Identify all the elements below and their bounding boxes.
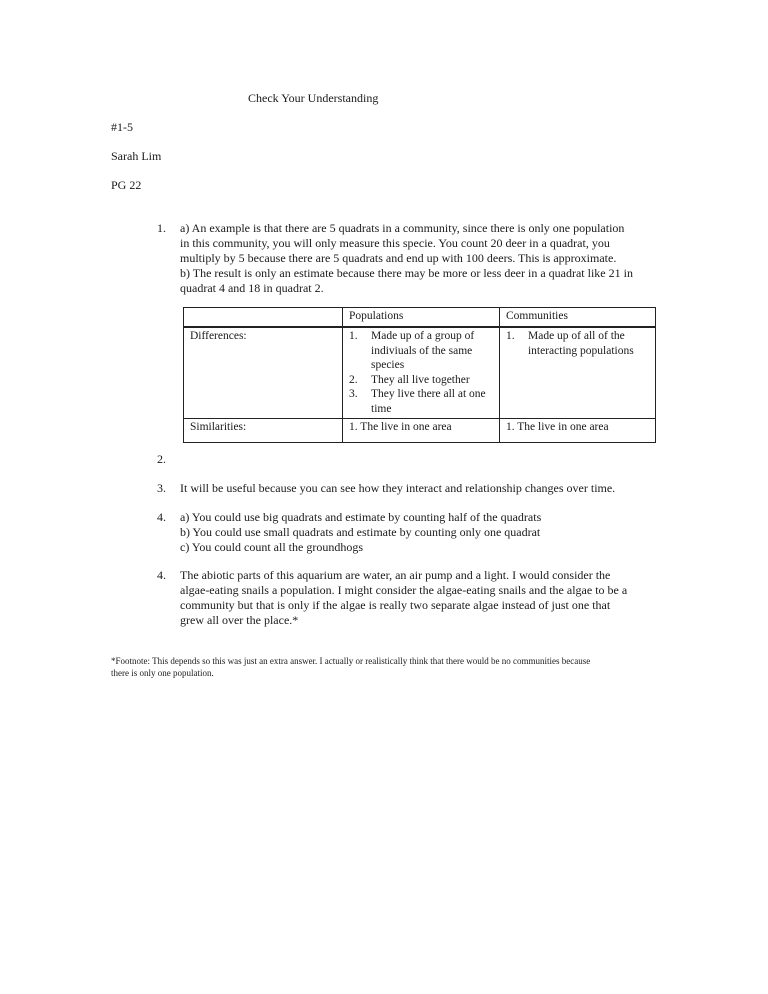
table-header-cell: Communities (499, 308, 655, 328)
answer-line: grew all over the place.* (180, 613, 299, 627)
list-item (349, 329, 493, 373)
table-header-cell (184, 308, 343, 328)
author-name: Sarah Lim (111, 149, 162, 163)
answer-line: in this community, you will only measure this specie. You count 20 deer in a quadrat, you (180, 236, 610, 250)
list-number: 1. (505, 330, 515, 342)
row-label-similarities: Similarities: (184, 419, 343, 443)
table-row (184, 327, 656, 419)
footnote (111, 655, 590, 679)
question-4b-answer (180, 568, 627, 628)
answer-line: b) The result is only an estimate because there may be more or less deer in a quadrat like 21 in (180, 266, 633, 280)
footnote-line: there is only one population. (111, 668, 214, 678)
table-row (184, 419, 656, 443)
list-text: Made up of all of the interacting populations (527, 330, 634, 357)
question-4-answer (180, 510, 541, 555)
assignment-range: #1-5 (111, 120, 133, 134)
list-text: Made up of a group of indiviuals of the same species (371, 330, 475, 371)
question-4-number: 4. (157, 510, 166, 524)
communities-differences-cell (499, 327, 655, 419)
table-header-row (184, 308, 656, 328)
list-number: 3. (349, 388, 358, 400)
communities-similarities-cell: 1. The live in one area (499, 419, 655, 443)
populations-similarities-cell: 1. The live in one area (343, 419, 500, 443)
question-4b-number: 4. (157, 568, 166, 582)
answer-line: b) You could use small quadrats and estimate by counting only one quadrat (180, 525, 541, 539)
answer-line: a) You could use big quadrats and estimate by counting half of the quadrats (180, 510, 542, 524)
list-text: They all live together (371, 373, 470, 386)
question-1-number: 1. (157, 221, 166, 235)
answer-line: algae-eating snails a population. I might consider the algae-eating snails and the algae to be a (180, 583, 628, 597)
question-2-number: 2. (157, 452, 166, 466)
list-item (506, 329, 649, 358)
list-item (349, 387, 493, 416)
page-reference: PG 22 (111, 178, 142, 192)
page-title: Check Your Understanding (248, 91, 379, 105)
answer-line: multiply by 5 because there are 5 quadrats and end up with 100 deers. This is approximate. (180, 251, 617, 265)
answer-line: c) You could count all the groundhogs (180, 540, 363, 554)
list-item (349, 373, 493, 388)
answer-line: quadrat 4 and 18 in quadrat 2. (180, 281, 324, 295)
list-number: 1. (349, 330, 358, 342)
list-number: 2. (349, 373, 358, 386)
question-1-answer (180, 221, 633, 296)
footnote-line: *Footnote: This depends so this was just an extra answer. I actually or realistically think that there would be no communities because (111, 656, 591, 666)
question-3-answer: It will be useful because you can see how they interact and relationship changes over time. (180, 481, 616, 495)
answer-line: The abiotic parts of this aquarium are water, an air pump and a light. I would consider the (180, 568, 611, 582)
populations-differences-cell (343, 327, 500, 419)
answer-line: a) An example is that there are 5 quadrats in a community, since there is only one population (180, 221, 625, 235)
list-text: They live there all at one time (371, 388, 486, 415)
answer-line: community but that is only if the algae is really two separate algae instead of just one that (180, 598, 611, 612)
question-3-number: 3. (157, 481, 166, 495)
populations-communities-table (183, 307, 656, 443)
table-header-cell: Populations (343, 308, 500, 328)
row-label-differences: Differences: (184, 327, 343, 419)
